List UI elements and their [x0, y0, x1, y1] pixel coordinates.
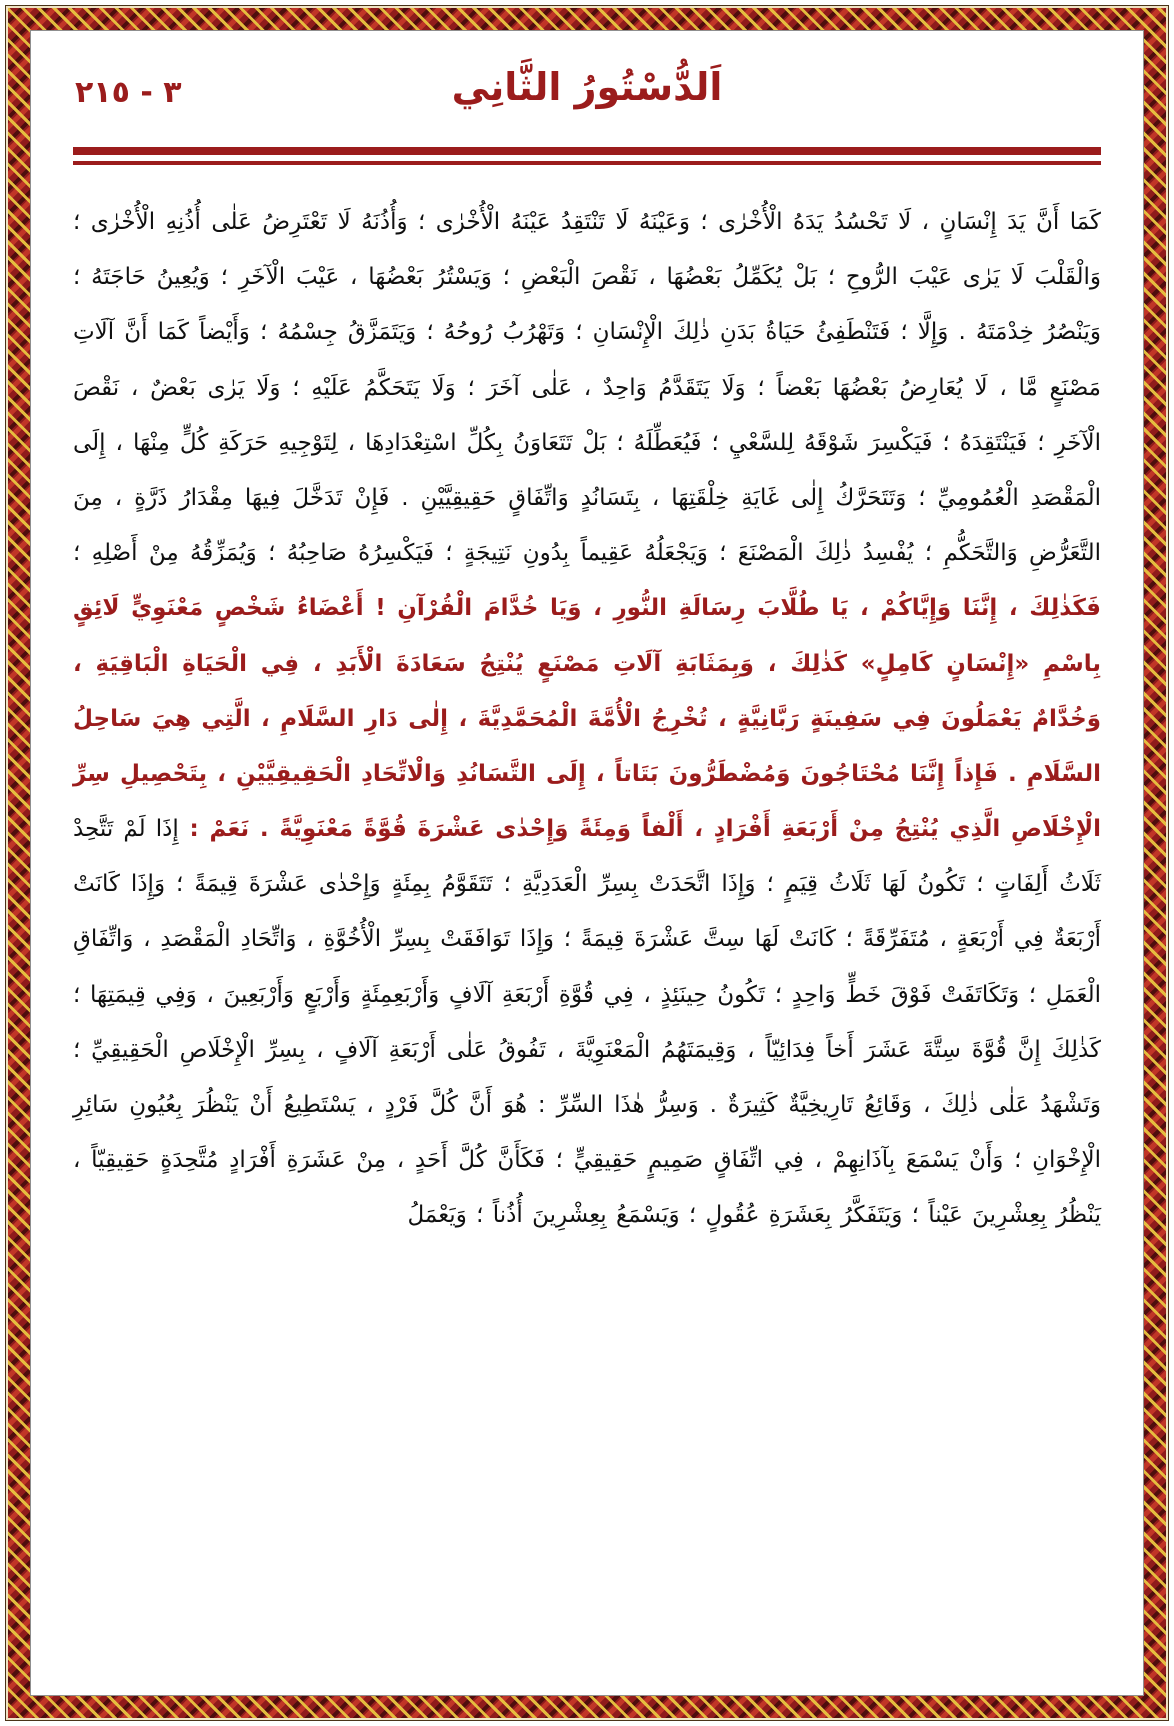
title-divider [73, 147, 1101, 165]
body-text [73, 195, 1101, 1244]
body-segment-black-1: كَمَا أَنَّ يَدَ إِنْسَانٍ ، لَا تَحْسُدُ يَدَهُ الْأُخْرٰى ؛ وَعَيْنَهُ لَا تَنْتَقِدُ عَيْنَهُ الْأُخْرٰى ؛ وَأُذُنَهُ لَا تَعْتَرِضُ عَلٰى أُذُنِهِ الْأُخْرٰى ؛ وَالْقَلْبَ لَا يَرٰى عَيْبَ الرُّوحِ ؛ بَلْ يُكَمِّلُ بَعْضُهَا ، نَقْصَ الْبَعْضِ ؛ وَيَسْتُرُ بَعْضُهَا ، عَيْبَ الْآخَرِ ؛ وَيُعِينُ حَاجَتَهُ ؛ وَيَنْصُرُ خِدْمَتَهُ . وَإِلَّا ؛ فَتَنْطَفِئُ حَيَاةُ بَدَنِ ذٰلِكَ الْإِنْسَانِ ؛ وَتَهْرُبُ رُوحُهُ ؛ وَيَتَمَزَّقُ جِسْمُهُ ؛ وَأَيْضاً كَمَا أَنَّ آلَاتِ مَصْنَعٍ مَّا ، لَا يُعَارِضُ بَعْضُهَا بَعْضاً ؛ وَلَا يَتَقَدَّمُ وَاحِدٌ ، عَلٰى آخَرَ ؛ وَلَا يَتَحَكَّمُ عَلَيْهِ ؛ وَلَا يَرٰى بَعْضٌ ، نَقْصَ الْآخَرِ ؛ فَيَنْتَقِدَهُ ؛ فَيَكْسِرَ شَوْقَهُ لِلسَّعْيِ ؛ فَيُعَطِّلَهُ ؛ بَلْ تَتَعَاوَنُ بِكُلِّ اسْتِعْدَادِهَا ، لِتَوْجِيهِ حَرَكَةِ كُلٍّ مِنْهَا ، إِلَى الْمَقْصَدِ الْعُمُومِيِّ ؛ وَتَتَحَرَّكُ إِلٰى غَايَةِ خِلْقَتِهَا ، بِتَسَانُدٍ وَاتِّفَاقٍ حَقِيقِيَّيْنِ . فَإِنْ تَدَخَّلَ فِيهَا مِقْدَارُ ذَرَّةٍ ، مِنَ التَّعَرُّضِ وَالتَّحَكُّمِ ؛ يُفْسِدُ ذٰلِكَ الْمَصْنَعَ ؛ وَيَجْعَلُهُ عَقِيماً بِدُونِ نَتِيجَةٍ ؛ فَيَكْسِرُهُ صَاحِبُهُ ؛ وَيُمَزِّقُهُ مِنْ أَصْلِهِ ؛ [73, 209, 1101, 567]
page-number: ٣ - ٢١٥ [75, 75, 182, 110]
page-header [73, 57, 1101, 135]
body-segment-red: فَكَذٰلِكَ ، إِنَّنَا وَإِيَّاكُمْ ، يَا طُلَّابَ رِسَالَةِ النُّورِ ، وَيَا خُدَّامَ الْقُرْآنِ ! أَعْضَاءُ شَخْصٍ مَعْنَوِيٍّ لَائِقٍ بِاسْمِ «إِنْسَانٍ كَامِلٍ» كَذٰلِكَ ، وَبِمَثَابَةِ آلَاتِ مَصْنَعٍ يُنْتِجُ سَعَادَةَ الْأَبَدِ ، فِي الْحَيَاةِ الْبَاقِيَةِ ، وَخُدَّامٌ يَعْمَلُونَ فِي سَفِينَةٍ رَبَّانِيَّةٍ ، تُخْرِجُ الْأُمَّةَ الْمُحَمَّدِيَّةَ ، إِلٰى دَارِ السَّلَامِ ، الَّتِي هِيَ سَاحِلُ السَّلَامِ . فَإِذاً إِنَّنَا مُحْتَاجُونَ وَمُضْطَرُّونَ بَتَاتاً ، إِلَى التَّسَانُدِ وَالْاتِّحَادِ الْحَقِيقِيَّيْنِ ، بِتَحْصِيلِ سِرِّ الْإِخْلَاصِ الَّذِي يُنْتِجُ مِنْ أَرْبَعَةِ أَفْرَادٍ ، أَلْفاً وَمِئَةً وَإِحْدٰى عَشْرَةَ قُوَّةً مَعْنَوِيَّةً . نَعَمْ : [73, 595, 1101, 843]
ornamental-border [5, 5, 1169, 1721]
page-content [30, 30, 1144, 1696]
divider-rule-thick [73, 147, 1101, 155]
body-segment-black-2: إِذَا لَمْ تَتَّحِدْ ثَلَاثُ أَلِفَاتٍ ؛ تَكُونُ لَهَا ثَلَاثُ قِيَمٍ ؛ وَإِذَا اتَّحَدَتْ بِسِرِّ الْعَدَدِيَّةِ ؛ تَتَقَوَّمُ بِمِئَةٍ وَإِحْدٰى عَشْرَةَ قِيمَةً ؛ وَإِذَا كَانَتْ أَرْبَعَةٌ فِي أَرْبَعَةٍ ، مُتَفَرِّقَةً ؛ كَانَتْ لَهَا سِتَّ عَشْرَةَ قِيمَةً ؛ وَإِذَا تَوَافَقَتْ بِسِرِّ الْأُخُوَّةِ ، وَاتِّحَادِ الْمَقْصَدِ ، وَاتِّفَاقِ الْعَمَلِ ؛ وَتَكَاتَفَتْ فَوْقَ خَطٍّ وَاحِدٍ ؛ تَكُونُ حِينَئِذٍ ، فِي قُوَّةِ أَرْبَعَةِ آلَافٍ وَأَرْبَعِمِئَةٍ وَأَرْبَعٍ وَأَرْبَعِينَ ، وَفِي قِيمَتِهَا ؛ كَذٰلِكَ إِنَّ قُوَّةَ سِتَّةَ عَشَرَ أَخاً فِدَائِيّاً ، وَقِيمَتَهُمُ الْمَعْنَوِيَّةَ ، تَفُوقُ عَلٰى أَرْبَعَةِ آلَافٍ ، بِسِرِّ الْإِخْلَاصِ الْحَقِيقِيِّ ؛ وَتَشْهَدُ عَلٰى ذٰلِكَ ، وَقَائِعُ تَارِيخِيَّةٌ كَثِيرَةٌ . وَسِرُّ هٰذَا السِّرِّ : هُوَ أَنَّ كُلَّ فَرْدٍ ، يَسْتَطِيعُ أَنْ يَنْظُرَ بِعُيُونِ سَائِرِ الْإِخْوَانِ ؛ وَأَنْ يَسْمَعَ بِآذَانِهِمْ ، فِي اتِّفَاقٍ صَمِيمٍ حَقِيقِيٍّ ؛ فَكَأَنَّ كُلَّ أَحَدٍ ، مِنْ عَشَرَةِ أَفْرَادٍ مُتَّحِدَةٍ حَقِيقِيّاً ، يَنْظُرُ بِعِشْرِينَ عَيْناً ؛ وَيَتَفَكَّرُ بِعَشَرَةِ عُقُولٍ ؛ وَيَسْمَعُ بِعِشْرِينَ أُذُناً ؛ وَيَعْمَلُ [73, 816, 1101, 1229]
divider-rule-thin [73, 161, 1101, 165]
page-title: اَلدُّسْتُورُ الثَّانِي [451, 65, 723, 109]
